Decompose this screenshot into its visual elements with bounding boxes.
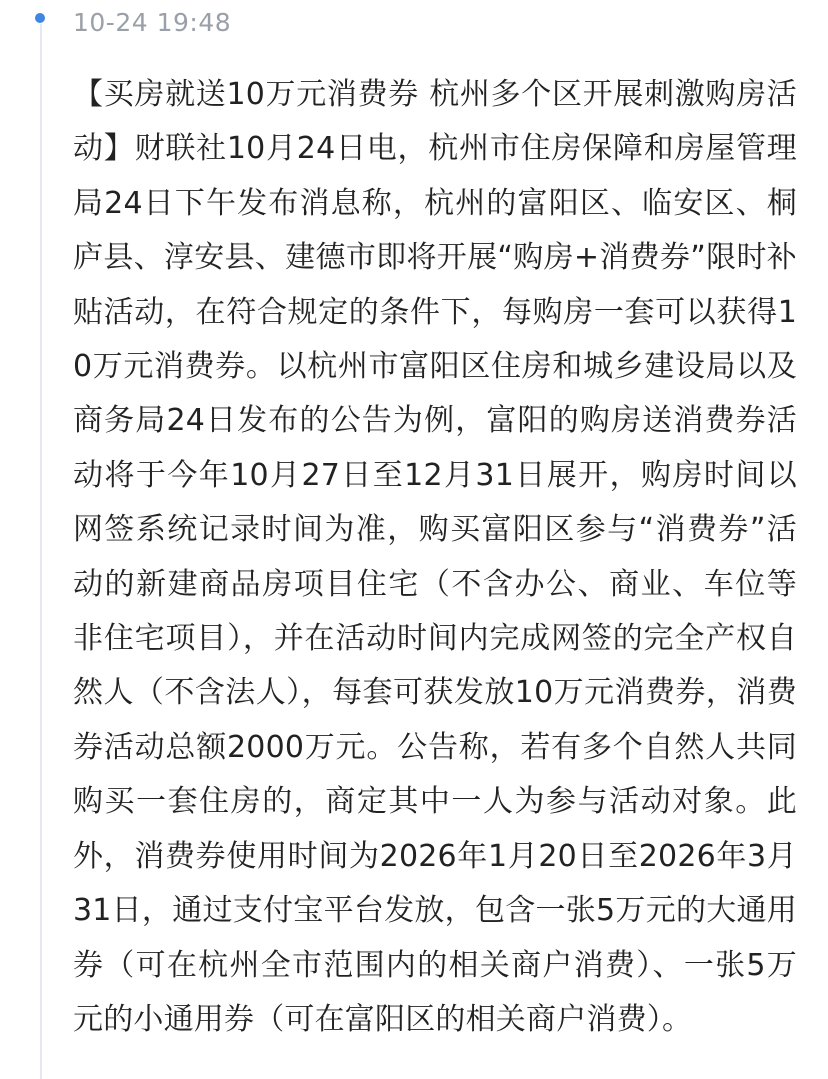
- news-article[interactable]: [73, 68, 797, 1047]
- news-timestamp: 10-24 19:48: [73, 8, 232, 37]
- timeline-line: [40, 24, 42, 1079]
- news-body: 财联社10月24日电，杭州市住房保障和房屋管理局24日下午发布消息称，杭州的富阳区、临安区、桐庐县、淳安县、建德市即将开展“购房+消费券”限时补贴活动，在符合规定的条件下，每购房一套可以获得10万元消费券。以杭州市富阳区住房和城乡建设局以及商务局24日发布的公告为例，富阳的购房送消费券活动将于今年10月27日至12月31日展开，购房时间以网签系统记录时间为准，购买富阳区参与“消费券”活动的新建商品房项目住宅（不含办公、商业、车位等非住宅项目），并在活动时间内完成网签的完全产权自然人（不含法人），每套可获发放10万元消费券，消费券活动总额2000万元。公告称，若有多个自然人共同购买一套住房的，商定其中一人为参与活动对象。此外，消费券使用时间为2026年1月20日至2026年3月31日，通过支付宝平台发放，包含一张5万元的大通用券（可在杭州全市范围内的相关商户消费）、一张5万元的小通用券（可在富阳区的相关商户消费）。: [73, 131, 798, 1037]
- timeline-dot-icon: [35, 13, 45, 23]
- news-title: 【买房就送10万元消费券 杭州多个区开展刺激购房活动】: [73, 77, 797, 167]
